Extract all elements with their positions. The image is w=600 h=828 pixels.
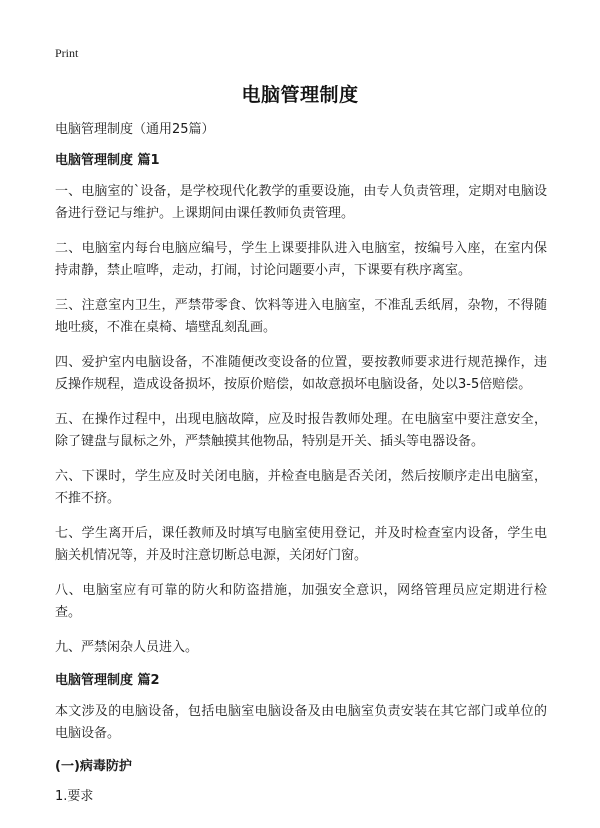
section-heading-2: 电脑管理制度 篇2	[55, 673, 160, 688]
document-body	[55, 121, 547, 806]
sub-heading-virus-protection: (一)病毒防护	[55, 759, 132, 774]
paragraph: 一、电脑室的`设备，是学校现代化教学的重要设施，由专人负责管理，定期对电脑设备进行登记与维护。上课期间由课任教师负责管理。	[55, 184, 547, 221]
page-title: 电脑管理制度	[241, 84, 359, 106]
paragraph: 五、在操作过程中，出现电脑故障，应及时报告教师处理。在电脑室中要注意安全，除了键盘与鼠标之外，严禁触摸其他物品，特别是开关、插头等电器设备。	[55, 412, 547, 449]
section-heading-1: 电脑管理制度 篇1	[55, 153, 160, 168]
list-item-requirements: 1.要求	[55, 789, 94, 804]
paragraph: 二、电脑室内每台电脑应编号，学生上课要排队进入电脑室，按编号入座，在室内保持肃静，禁止喧哗，走动，打闹，讨论问题要小声，下课要有秩序离室。	[55, 241, 547, 278]
paragraph: 七、学生离开后，课任教师及时填写电脑室使用登记，并及时检查室内设备，学生电脑关机情况等，并及时注意切断总电源，关闭好门窗。	[55, 526, 547, 563]
paragraph: 六、下课时，学生应及时关闭电脑，并检查电脑是否关闭，然后按顺序走出电脑室，不推不挤。	[55, 469, 547, 506]
paragraph: 八、电脑室应有可靠的防火和防盗措施，加强安全意识，网络管理员应定期进行检查。	[55, 583, 547, 620]
paragraph: 四、爱护室内电脑设备，不准随便改变设备的位置，要按教师要求进行规范操作，违反操作规程，造成设备损坏，按原价赔偿，如故意损坏电脑设备，处以3-5倍赔偿。	[55, 355, 547, 392]
document-subtitle: 电脑管理制度（通用25篇）	[55, 122, 215, 137]
paragraph: 本文涉及的电脑设备，包括电脑室电脑设备及由电脑室负责安装在其它部门或单位的电脑设备。	[55, 704, 547, 741]
paragraph: 三、注意室内卫生，严禁带零食、饮料等进入电脑室，不准乱丢纸屑，杂物，不得随地吐痰，不准在桌椅、墙壁乱刻乱画。	[55, 298, 547, 335]
paragraph: 九、严禁闲杂人员进入。	[55, 640, 199, 655]
print-label: Print	[55, 46, 79, 60]
